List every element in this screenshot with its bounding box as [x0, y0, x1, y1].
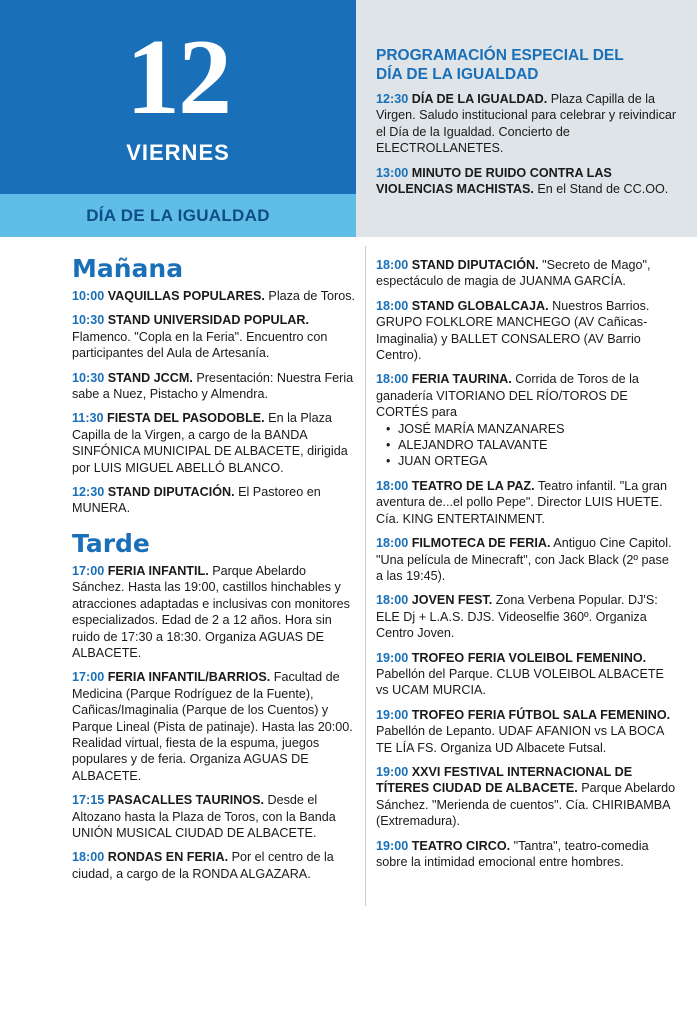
event-entry: [376, 592, 676, 641]
event-time: 19:00: [376, 650, 409, 665]
event-entry: [376, 91, 683, 157]
event-heading: STAND UNIVERSIDAD POPULAR.: [107, 313, 309, 328]
event-description: Nuestros Barrios. GRUPO FOLKLORE MANCHEGO (AV Cañicas-Imaginalia) y BALLET CONSALERO (AV Barrio Centro).: [376, 298, 650, 363]
event-entry: [376, 707, 676, 756]
event-time: 18:00: [376, 593, 409, 608]
event-entry: [72, 792, 356, 841]
event-heading: JOVEN FEST.: [411, 593, 493, 608]
event-description: Pabellón de Lepanto. UDAF AFANION vs LA BOCA TE LÍA FS. Organiza UD Albacete Futsal.: [376, 724, 664, 755]
event-heading: FILMOTECA DE FERIA.: [411, 536, 551, 551]
event-description: El Pastoreo en MUNERA.: [72, 485, 321, 516]
event-time: 19:00: [376, 838, 409, 853]
afternoon-title: Tarde: [72, 528, 150, 558]
event-time: 17:00: [72, 563, 105, 578]
event-heading: FERIA INFANTIL/BARRIOS.: [107, 670, 271, 685]
event-time: 19:00: [376, 764, 409, 779]
event-time: 18:00: [376, 298, 409, 313]
event-description: En el Stand de CC.OO.: [533, 182, 669, 197]
event-time: 12:30: [376, 92, 409, 106]
right-events-list: [376, 257, 676, 870]
event-time: 18:00: [376, 258, 409, 272]
event-description: Facultad de Medicina (Parque Rodríguez de la Fuente), Cañicas/Imaginalia (Parque de los Cuentos) y Parque Lineal (Pista de patinaje). Hasta las 20:00. Realidad virtual, fiesta de la espuma, juegos populares y de feria. Organiza AGUAS DE ALBACETE.: [72, 670, 353, 783]
special-events-list: [376, 91, 683, 197]
event-description: Parque Abelardo Sánchez. Hasta las 19:00, castillos hinchables y atracciones adaptadas e inclusivas con monitores especializados. Edad de 2 a 12 años. Hora sin ruido de 17:30 a 18:30. Organiza AGUAS DE ALBACETE.: [72, 563, 350, 660]
day-name: VIERNES: [126, 140, 230, 165]
matador-item: • ALEJANDRO TALAVANTE: [386, 437, 676, 453]
event-time: 10:00: [72, 289, 105, 303]
event-heading: FIESTA DEL PASODOBLE.: [107, 411, 265, 426]
event-description: En la Plaza Capilla de la Virgen, a cargo de la BANDA SINFÓNICA MUNICIPAL DE ALBACETE, dirigida por LUIS MIGUEL ABELLÓ BLANCO.: [72, 411, 348, 475]
event-entry: [72, 849, 356, 882]
special-program-title: PROGRAMACIÓN ESPECIAL DEL DÍA DE LA IGUALDAD: [376, 47, 624, 83]
event-heading: FERIA TAURINA.: [411, 372, 512, 387]
event-entry: [376, 371, 676, 469]
event-heading: TROFEO FERIA VOLEIBOL FEMENINO.: [411, 650, 647, 665]
event-heading: TEATRO CIRCO.: [411, 838, 511, 853]
event-time: 11:30: [72, 411, 104, 426]
event-description: Por el centro de la ciudad, a cargo de la RONDA ALGAZARA.: [72, 850, 334, 881]
morning-title: Mañana: [72, 254, 184, 283]
event-description: Antiguo Cine Capitol. "Una película de Minecraft", con Jack Black (2º pase a las 19:45).: [376, 536, 672, 583]
event-time: 12:30: [72, 485, 105, 500]
event-heading: MINUTO DE RUIDO CONTRA LAS VIOLENCIAS MACHISTAS.: [376, 165, 612, 197]
event-time: 13:00: [376, 165, 409, 180]
event-time: 17:15: [72, 793, 105, 808]
event-entry: [376, 298, 676, 364]
day-number: 12: [126, 18, 230, 137]
event-heading: STAND DIPUTACIÓN.: [411, 258, 539, 272]
event-description: "Secreto de Mago", espectáculo de magia de JUANMA GARCÍA.: [376, 258, 651, 289]
event-time: 17:00: [72, 670, 105, 685]
event-time: 18:00: [376, 536, 409, 551]
event-time: 19:00: [376, 707, 409, 722]
event-description: Corrida de Toros de la ganadería VITORIANO DEL RÍO/TOROS DE CORTÉS para: [376, 372, 639, 420]
event-heading: FERIA INFANTIL.: [107, 563, 209, 578]
event-entry: [376, 764, 676, 830]
event-entry: [72, 410, 356, 476]
event-time: 18:00: [376, 478, 409, 493]
event-description: Plaza de Toros.: [264, 289, 355, 303]
matador-list: [376, 421, 676, 470]
event-description: Flamenco. "Copla en la Feria". Encuentro con participantes del Aula de Artesanía.: [72, 329, 328, 361]
event-entry: [72, 312, 356, 361]
afternoon-events-list: [72, 563, 356, 882]
event-heading: STAND DIPUTACIÓN.: [107, 485, 235, 500]
event-heading: XXVI FESTIVAL INTERNACIONAL DE TÍTERES CIUDAD DE ALBACETE.: [376, 764, 633, 796]
event-entry: [72, 288, 356, 304]
event-heading: PASACALLES TAURINOS.: [107, 793, 264, 808]
event-entry: [72, 563, 356, 661]
event-heading: TEATRO DE LA PAZ.: [411, 478, 535, 493]
event-description: Plaza Capilla de la Virgen. Saludo institucional para celebrar y reivindicar el Día de la Igualdad. Concierto de ELECTROLLANETES.: [376, 92, 677, 156]
left-column: [72, 250, 356, 890]
event-time: 10:30: [72, 313, 105, 328]
event-entry: [72, 484, 356, 517]
event-time: 10:30: [72, 370, 105, 385]
event-entry: [376, 650, 676, 699]
event-description: Presentación: Nuestra Feria sabe a Nuez, Pistacho y Almendra.: [72, 370, 354, 402]
morning-events-list: [72, 288, 356, 517]
event-description: Pabellón del Parque. CLUB VOLEIBOL ALBACETE vs UCAM MURCIA.: [376, 666, 664, 698]
date-box: [0, 0, 356, 194]
event-description: "Tantra", teatro-comedia sobre la intimidad emocional entre hombres.: [376, 838, 649, 869]
matador-item: • JUAN ORTEGA: [386, 453, 676, 469]
event-heading: STAND GLOBALCAJA.: [411, 298, 549, 313]
event-entry: [376, 838, 676, 871]
event-time: 18:00: [376, 372, 409, 387]
event-heading: STAND JCCM.: [107, 370, 193, 385]
event-description: Teatro infantil. "La gran aventura de...el pollo Pepe". Director LUIS HUETE. Cía. KING ENTERTAINMENT.: [376, 478, 667, 526]
event-entry: [376, 165, 683, 198]
event-entry: [72, 669, 356, 784]
event-heading: TROFEO FERIA FÚTBOL SALA FEMENINO.: [411, 707, 671, 722]
matador-item: • JOSÉ MARÍA MANZANARES: [386, 421, 676, 437]
event-entry: [376, 257, 676, 290]
event-heading: DÍA DE LA IGUALDAD.: [411, 92, 548, 106]
column-divider: [365, 246, 366, 906]
special-program-panel: [356, 0, 697, 237]
event-entry: [72, 370, 356, 403]
day-subtitle: DÍA DE LA IGUALDAD: [0, 194, 356, 237]
event-heading: RONDAS EN FERIA.: [107, 850, 229, 865]
event-heading: VAQUILLAS POPULARES.: [107, 289, 265, 303]
event-entry: [376, 535, 676, 584]
event-time: 18:00: [72, 850, 105, 865]
event-description: Desde el Altozano hasta la Plaza de Toros, con la Banda UNIÓN MUSICAL CIUDAD DE ALBACETE.: [72, 793, 336, 840]
event-entry: [376, 478, 676, 527]
event-description: Zona Verbena Popular. DJ'S: ELE Dj + L.A.S. DJS. Videoselfie 360º. Organiza Centro Joven.: [376, 593, 658, 641]
event-description: Parque Abelardo Sánchez. "Merienda de cuentos". Cía. CHIRIBAMBA (Extremadura).: [376, 781, 676, 829]
right-column: [376, 257, 676, 878]
